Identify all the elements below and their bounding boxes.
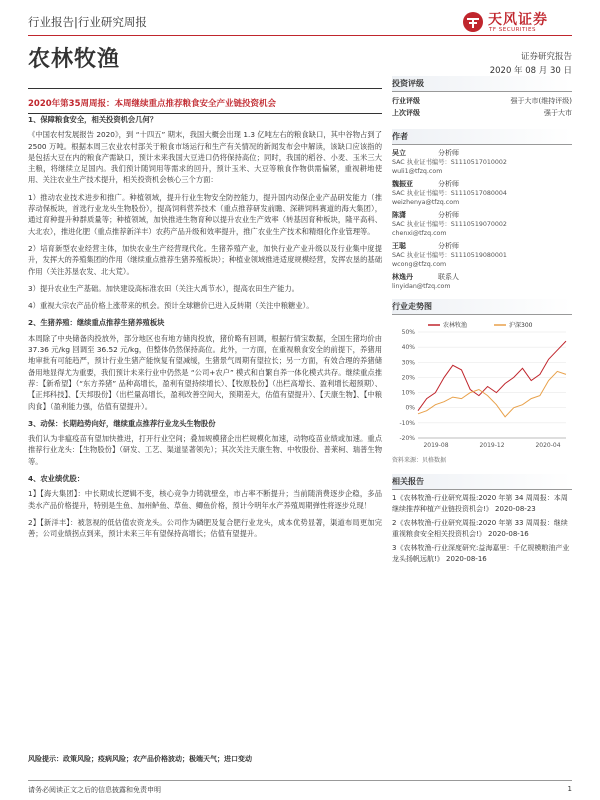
related-report-item[interactable] [392,543,572,564]
author-role: 联系人 [438,273,459,281]
author-name-row [392,210,572,220]
document-date: 2020 年 08 月 30 日 [489,66,572,76]
series-line-2 [418,371,566,416]
previous-rating-label: 上次评级 [392,109,420,117]
industry-rating-label: 行业评级 [392,97,420,105]
related-block-title: 相关报告 [392,474,572,490]
related-report-date: 2020-08-16 [446,554,487,563]
section-2-paragraph: 本周除了中央储备肉投放外，部分地区也有地方储肉投放，猪价略有回调，根据行情宝数据，全国生猪均价由 37.36 元/kg 回调至 36.52 元/kg，但整体仍然保持高位。此外，一方面，在重视粮食安全的前提下，养猪用地审批有可能趋严，预计行业生猪产能恢复有望减缓，生猪景气周期有望拉长；另一方面，有效合理的养猪储备用地显得尤为重要，我们预计未来行业中仍然是 “公司+农户” 模式和自繁自养一体化模式共存。继续重点推荐：【新希望】（“东方养猪” 品种高增长，盈利有望持续增长）、【牧原股份】（出栏高增长、盈利增长超预期）、【正邦科技】、【天邦股份】（出栏量高增长，盈利改善空间大，预期差大，估值有望提升）、【天康生物】、【中粮肉食】（盈利能力强，估值有望提升）。 [28,333,382,411]
author-entry [392,148,572,176]
author-name: 吴立 [392,149,406,157]
y-tick-label: 50% [401,329,415,336]
related-reports-list [392,493,572,564]
authors-list [392,148,572,291]
section-1-item-3: 3）提升农业生产基础。加快建设高标准农田（关注大禹节水），提高农田生产能力。 [28,283,299,293]
y-tick-label: 20% [401,374,415,382]
related-report-title: 3《农林牧渔-行业深度研究:益海嘉里：千亿规模粮油产业龙头扬帆远航!》 [392,544,570,563]
author-email[interactable]: linyidan@tfzq.com [392,283,451,290]
related-report-title: 1《农林牧渔-行业研究周报:2020 年第 34 周周报：本周继续推荐种植产业链投资机会!》 [392,494,568,513]
report-title-bar [28,88,382,114]
related-report-date: 2020-08-23 [495,504,536,513]
author-entry [392,179,572,207]
author-cert: SAC 执业证书编号：S1110517080004 [392,190,507,197]
footer-rule [28,780,572,781]
section-3-paragraph: 我们认为非瘟疫苗有望加快推进，打开行业空间；叠加规模猪企出栏规模化加速，动物疫苗业绩或加速。重点推荐行业龙头：【生物股份】（研发、工艺、渠道显著领先）；其次关注天康生物、中牧股份、普莱柯、瑞普生物等。 [28,434,382,466]
trend-block-title: 行业走势图 [392,299,572,315]
author-name: 魏振亚 [392,180,413,188]
main-content [28,112,382,546]
section-1-item-1: 1）推动农业技术进步和推广。种植领域，提升行业生物安全防控能力，提升国内动保企业产品研发能力（推荐动保板块，首选行业龙头生物股份），提高饲料营养技术（重点推荐研发前瞻、深耕饲料赛道的海大集团），通过育种提升种群质量等；种植领域，加快推进生物育种以提升农业生产效率（转基因育种板块，隆平高科、大北农），推进化肥（重点推荐新洋丰）农药产品升级和效率提升，推广农业生产技术和精细化作业管理等。 [28,192,382,236]
author-name: 林逸丹 [392,273,413,281]
author-name: 王聪 [392,242,406,250]
logo-text-cn: 天风证券 [488,12,548,28]
author-email[interactable]: chenxi@tfzq.com [392,230,447,237]
section-1-item-4: 4）重视大宗农产品价格上涨带来的机会。预计全球糖价已进入反转期（关注中粮糖业）。 [28,301,314,311]
y-tick-label: -20% [399,435,415,442]
author-role: 分析师 [438,211,459,219]
previous-rating-value: 强于大市 [544,109,572,117]
author-role: 分析师 [438,180,459,188]
footer-disclaimer: 请务必阅读正文之后的信息披露和免责申明 [28,786,161,794]
section-4-item-2: 2】【新洋丰】：被忽视的低估值农资龙头。公司作为磷肥及复合肥行业龙头，成本优势显著，渠道布局更加完善；公司业绩拐点到来，预计未来三年有望保持高增长；估值有望提升。 [28,517,382,539]
trend-chart-svg [392,318,572,453]
tf-securities-logo [462,8,572,36]
report-title: 2020年第35周周报：本周继续重点推荐粮食安全产业链投资机会 [28,99,276,109]
chart-source: 资料来源：贝格数据 [392,457,447,464]
author-name-row [392,241,572,251]
section-1-paragraph: 《中国农村发展报告 2020》，到 “十四五” 期末，我国大概会出现 1.3 亿吨左右的粮食缺口，其中谷物占到了 2500 万吨。根据本周三农业农村部关于粮食市场运行和生产有关情况的新闻发布会中解读，该缺口应该指的是包括大豆在内的粮食产需缺口，预计未来我国大豆进口仍将保持高位；同时，我国的稻谷、小麦、玉米三大主粮，将继续立足国内。我们预计随饲用等需求的回升，预计玉米、大豆等粮食作物供需偏紧，重视耕地使用、关注农业生产技术提升，相关投资机会核心三个方面： [28,130,382,185]
section-1-item-2: 2）培育新型农业经营主体，加快农业生产经营现代化。生猪养殖产业，加快行业产业升级以及行业集中度提升，发挥大的养殖集团的作用（继续重点推荐生猪养殖板块）；种植业领域推进适度规模经营，发挥农垦的基础作用（关注苏垦农发、北大荒）。 [28,243,382,276]
author-cert: SAC 执业证书编号：S1110519070002 [392,221,507,228]
author-entry [392,210,572,238]
industry-rating-row [392,95,572,107]
page-number: 1 [567,785,572,793]
industry-trend-chart [392,318,572,453]
logo-mark-icon [462,11,484,33]
y-tick-label: 0% [405,404,415,412]
x-tick-label: 2020-04 [535,442,561,449]
risk-warning: 风险提示：政策风险；疫病风险；农产品价格波动；极端天气；进口变动 [28,755,252,763]
x-tick-label: 2019-08 [423,442,449,449]
related-report-date: 2020-08-16 [488,529,529,538]
header-rule [28,35,572,36]
related-report-item[interactable] [392,493,572,514]
author-cert: SAC 执业证书编号：S1110519080001 [392,252,507,259]
section-4-item-1: 1】【海大集团】：中长期成长逻辑不变，核心竞争力铸就壁垒，市占率不断提升；当前随消费逐步企稳，多品类水产品价格提升，特别是生鱼、加州鲈鱼、草鱼、鲫鱼价格，预计今明年水产养殖周期弹性将逐步兑现！ [28,489,382,510]
author-name-row [392,179,572,189]
legend-label: 农林牧渔 [443,322,468,329]
section-2-title: 2、生猪养殖：继续重点推荐生猪养殖板块 [28,318,165,328]
x-tick-label: 2019-12 [479,442,505,449]
document-type: 证券研究报告 [520,52,572,62]
author-email[interactable]: weizhenya@tfzq.com [392,199,460,206]
y-tick-label: 40% [401,344,415,352]
related-report-item[interactable] [392,518,572,539]
legend-label: 沪深300 [509,322,533,329]
previous-rating-row [392,107,572,119]
author-email[interactable]: wuli1@tfzq.com [392,168,443,175]
report-type: 行业报告|行业研究周报 [28,15,147,29]
sector-title: 农林牧渔 [28,47,121,72]
section-1-title: 1、保障粮食安全，相关投资机会几何？ [28,115,158,124]
top-header [28,8,572,34]
author-cert: SAC 执业证书编号：S1110517010002 [392,159,507,166]
related-report-title: 2《农林牧渔-行业研究周报:2020 年第 33 周周报：继续重视粮食安全相关投资机会!》 [392,519,568,538]
rating-block-title: 投资评级 [392,76,572,92]
y-tick-label: -10% [399,419,415,427]
author-role: 分析师 [438,149,459,157]
author-entry [392,241,572,269]
section-3-title: 3、动保：长期趋势向好，继续重点推荐行业龙头生物股份 [28,418,216,428]
author-email[interactable]: wcong@tfzq.com [392,261,447,268]
section-4-title: 4、农业绩优股： [28,474,85,484]
industry-rating-value: 强于大市(维持评级) [510,97,572,105]
authors-block-title: 作者 [392,129,572,145]
sidebar [392,76,572,568]
author-role: 分析师 [438,242,459,250]
author-name-row [392,148,572,158]
author-entry [392,272,572,291]
author-name-row [392,272,572,282]
author-name: 陈潇 [392,211,406,219]
y-tick-label: 30% [401,359,415,367]
y-tick-label: 10% [401,389,415,397]
logo-text-en: TF SECURITIES [489,27,536,33]
